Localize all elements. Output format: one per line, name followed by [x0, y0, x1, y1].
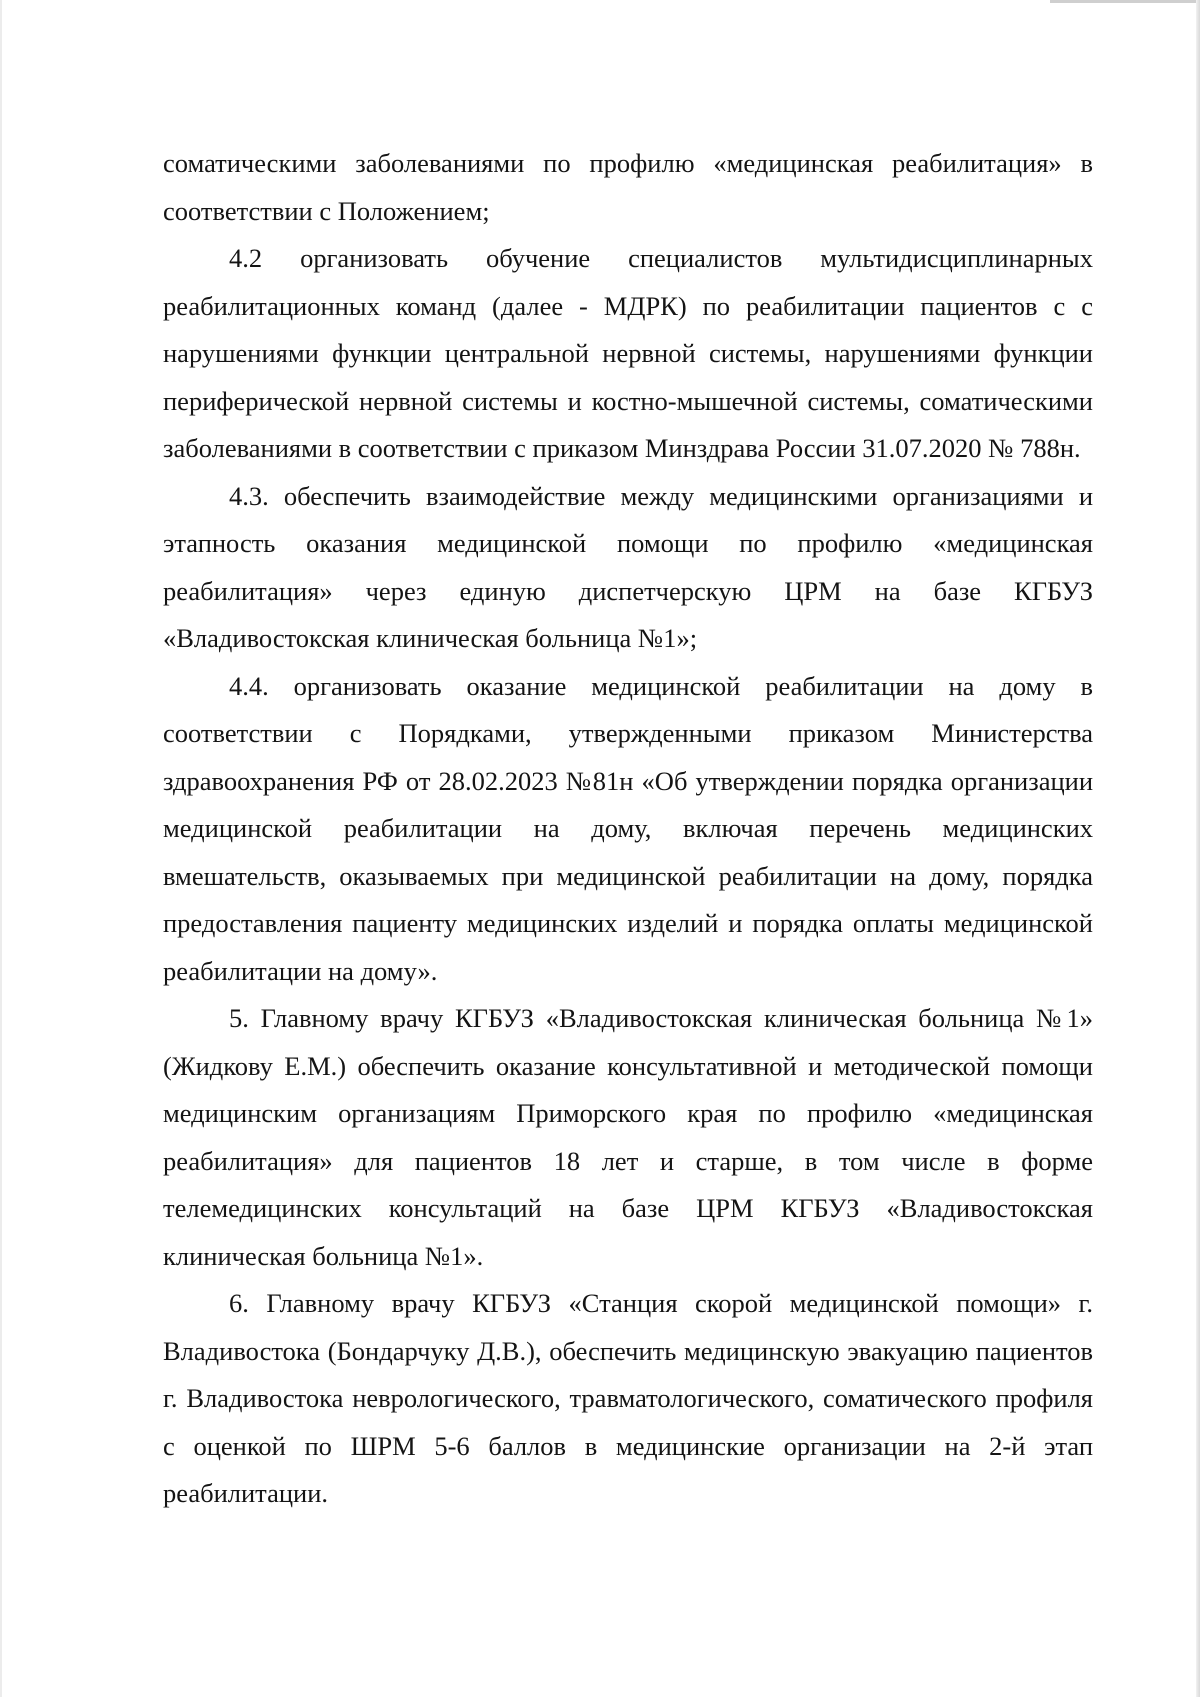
- paragraph-4-4: 4.4. организовать оказание медицинской реабилитации на дому в соответствии с Порядками, утвержденными приказом Министерства здравоохранения РФ от 28.02.2023 №81н «Об утверждении порядка организации медицинской реабилитации на дому, включая перечень медицинских вмешательств, оказываемых при медицинской реабилитации на дому, порядка предоставления пациенту медицинских изделий и порядка оплаты медицинской реабилитации на дому».: [163, 670, 1093, 986]
- paragraph-5: 5. Главному врачу КГБУЗ «Владивостокская клиническая больница №1» (Жидкову Е.М.) обеспечить оказание консультативной и методической помощи медицинским организациям Приморского края по профилю «медицинская реабилитация» для пациентов 18 лет и старше, в том числе в форме телемедицинских консультаций на базе ЦРМ КГБУЗ «Владивостокская клиническая больница №1».: [163, 1003, 1093, 1271]
- scan-left-edge: [0, 0, 2, 1697]
- scan-top-edge: [1050, 0, 1200, 3]
- document-body: [163, 140, 1093, 1518]
- scan-right-edge: [1196, 0, 1200, 1697]
- paragraph-4-2: 4.2 организовать обучение специалистов мультидисциплинарных реабилитационных команд (далее - МДРК) по реабилитации пациентов с с нарушениями функции центральной нервной системы, нарушениями функции периферической нервной системы и костно-мышечной системы, соматическими заболеваниями в соответствии с приказом Минздрава России 31.07.2020 № 788н.: [163, 243, 1093, 463]
- paragraph-4-3: 4.3. обеспечить взаимодействие между медицинскими организациями и этапность оказания медицинской помощи по профилю «медицинская реабилитация» через единую диспетчерскую ЦРМ на базе КГБУЗ «Владивостокская клиническая больница №1»;: [163, 480, 1093, 653]
- paragraph-6: 6. Главному врачу КГБУЗ «Станция скорой медицинской помощи» г. Владивостока (Бондарчуку Д.В.), обеспечить медицинскую эвакуацию пациентов г. Владивостока неврологического, травматологического, соматического профиля с оценкой по ШРМ 5-6 баллов в медицинские организации на 2-й этап реабилитации.: [163, 1288, 1093, 1508]
- paragraph-continuation: соматическими заболеваниями по профилю «медицинская реабилитация» в соответствии с Положением;: [163, 148, 1093, 226]
